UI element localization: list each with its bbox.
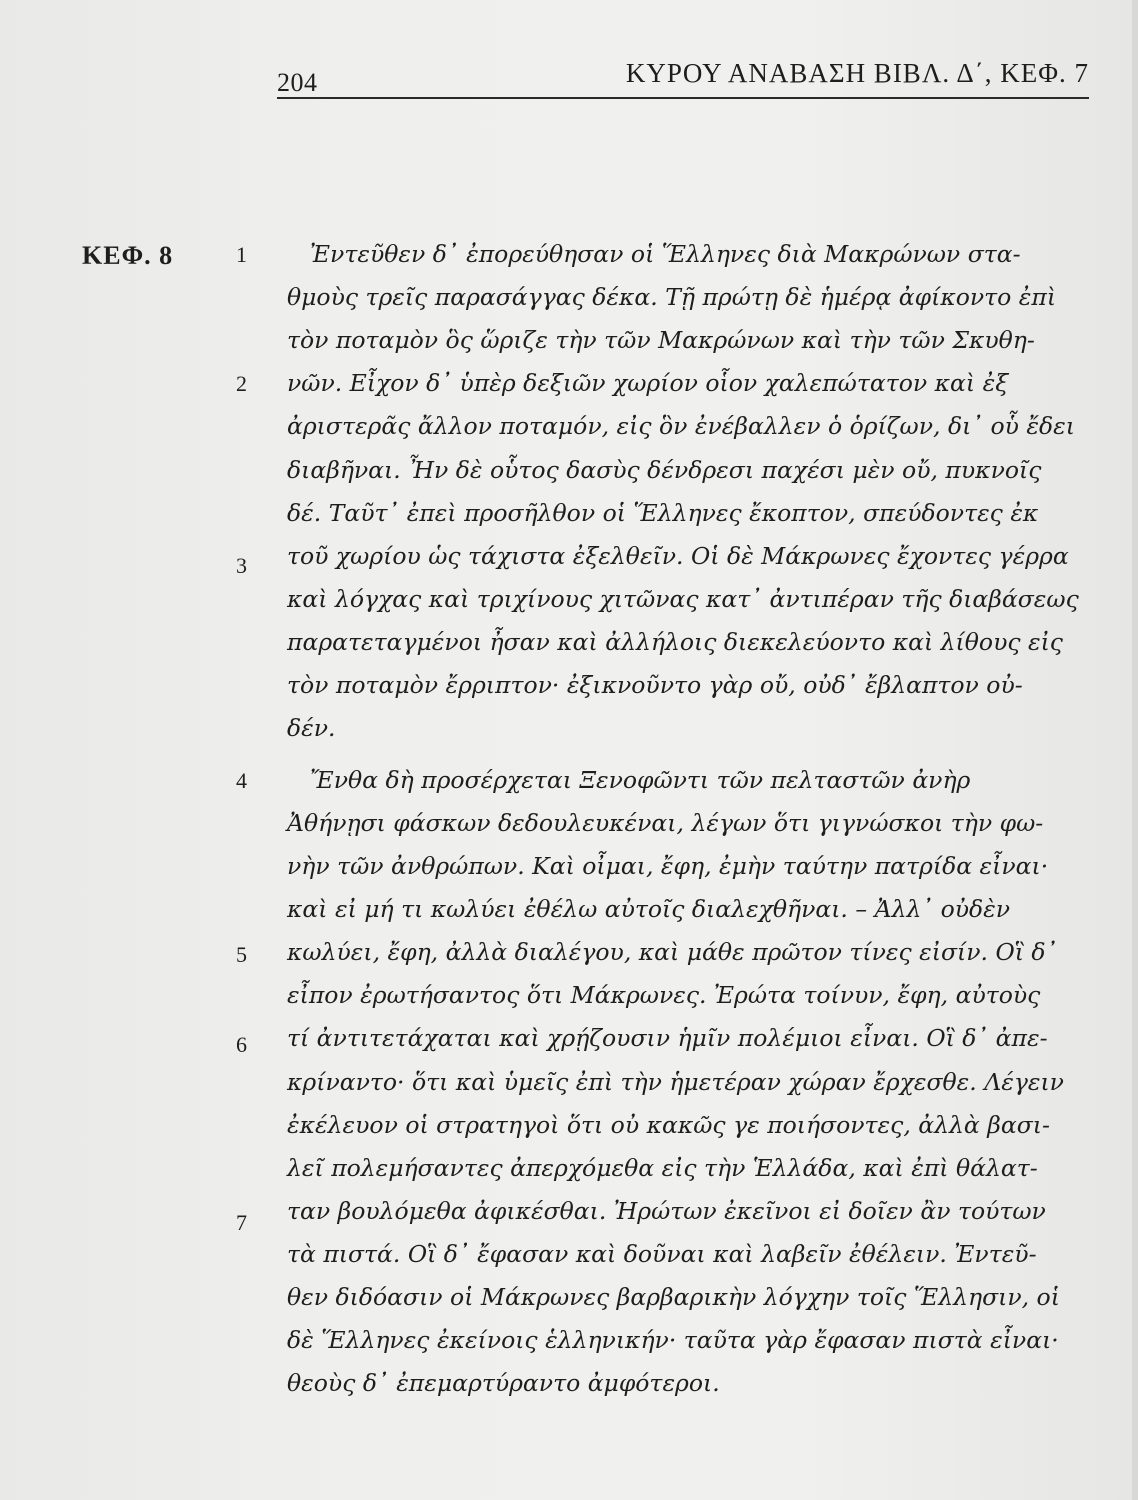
text-line: κρίναντο· ὅτι καὶ ὑμεῖς ἐπὶ τὴν ἡμετέραν χώραν ἔρχεσθε. Λέγειν (287, 1068, 1064, 1096)
text-line: καὶ εἰ μή τι κωλύει ἐθέλω αὐτοῖς διαλεχθῆναι. – Ἀλλ᾽ οὐδὲν (287, 895, 1011, 923)
chapter-label: ΚΕΦ. 8 (82, 241, 174, 270)
text-line: τοῦ χωρίου ὡς τάχιστα ἐξελθεῖν. Οἱ δὲ Μάκρωνες ἔχοντες γέρρα (287, 542, 1069, 570)
text-line: τὸν ποταμὸν ὃς ὥριζε τὴν τῶν Μακρώνων καὶ τὴν τῶν Σκυθη- (287, 326, 1035, 354)
section-number-6: 6 (236, 1032, 247, 1057)
text-line: νῶν. Εἶχον δ᾽ ὑπὲρ δεξιῶν χωρίον οἷον χαλεπώτατον καὶ ἐξ (287, 369, 1009, 397)
text-line: θεοὺς δ᾽ ἐπεμαρτύραντο ἀμφότεροι. (287, 1369, 720, 1397)
section-number-4: 4 (236, 768, 247, 793)
text-line: τὰ πιστά. Οἳ δ᾽ ἔφασαν καὶ δοῦναι καὶ λαβεῖν ἐθέλειν. Ἐντεῦ- (287, 1240, 1037, 1268)
text-line: Ἀθήνῃσι φάσκων δεδουλευκέναι, λέγων ὅτι γιγνώσκοι τὴν φω- (287, 809, 1044, 837)
text-line: νὴν τῶν ἀνθρώπων. Καὶ οἶμαι, ἔφη, ἐμὴν ταύτην πατρίδα εἶναι· (287, 852, 1049, 880)
section-number-2: 2 (236, 371, 247, 396)
text-line: δέ. Ταῦτ᾽ ἐπεὶ προσῆλθον οἱ Ἕλληνες ἔκοπτον, σπεύδοντες ἐκ (287, 499, 1039, 527)
text-line: ταν βουλόμεθα ἀφικέσθαι. Ἠρώτων ἐκεῖνοι εἰ δοῖεν ἂν τούτων (287, 1197, 1046, 1225)
running-head (277, 58, 1089, 98)
section-number-3: 3 (236, 553, 247, 578)
text-line: διαβῆναι. Ἦν δὲ οὗτος δασὺς δένδρεσι παχέσι μὲν οὔ, πυκνοῖς (287, 456, 1042, 484)
text-line: Ἐντεῦθεν δ᾽ ἐπορεύθησαν οἱ Ἕλληνες διὰ Μακρώνων στα- (310, 240, 1021, 268)
text-line: τὸν ποταμὸν ἔρριπτον· ἐξικνοῦντο γὰρ οὔ, οὐδ᾽ ἔβλαπτον οὐ- (287, 671, 1023, 699)
text-line: ἐκέλευον οἱ στρατηγοὶ ὅτι οὐ κακῶς γε ποιήσοντες, ἀλλὰ βασι- (287, 1111, 1050, 1139)
section-number-7: 7 (236, 1210, 247, 1235)
book-title: ΚΥΡΟΥ ΑΝΑΒΑΣΗ ΒΙΒΛ. Δ΄, ΚΕΦ. 7 (625, 58, 1089, 88)
text-line: δὲ Ἕλληνες ἐκείνοις ἑλληνικήν· ταῦτα γὰρ ἔφασαν πιστὰ εἶναι· (287, 1326, 1059, 1354)
page-edge (1132, 0, 1138, 1500)
text-line: τί ἀντιτετάχαται καὶ χρῄζουσιν ἡμῖν πολέμιοι εἶναι. Οἳ δ᾽ ἀπε- (287, 1024, 1048, 1052)
text-line: δέν. (287, 714, 336, 742)
header-rule (277, 97, 1089, 99)
text-line: παρατεταγμένοι ἦσαν καὶ ἀλλήλοις διεκελεύοντο καὶ λίθους εἰς (287, 628, 1063, 656)
text-line: καὶ λόγχας καὶ τριχίνους χιτῶνας κατ᾽ ἀντιπέραν τῆς διαβάσεως (287, 585, 1079, 613)
section-number-5: 5 (236, 942, 247, 967)
text-line: θμοὺς τρεῖς παρασάγγας δέκα. Τῇ πρώτῃ δὲ ἡμέρᾳ ἀφίκοντο ἐπὶ (287, 283, 1057, 311)
text-line: εἶπον ἐρωτήσαντος ὅτι Μάκρωνες. Ἐρώτα τοίνυν, ἔφη, αὐτοὺς (287, 981, 1041, 1009)
page-number: 204 (277, 68, 318, 97)
text-line: Ἔνθα δὴ προσέρχεται Ξενοφῶντι τῶν πελταστῶν ἀνὴρ (310, 766, 971, 794)
text-line: ἀριστερᾶς ἄλλον ποταμόν, εἰς ὃν ἐνέβαλλεν ὁ ὁρίζων, δι᾽ οὗ ἔδει (287, 412, 1076, 440)
text-line: θεν διδόασιν οἱ Μάκρωνες βαρβαρικὴν λόγχην τοῖς Ἕλλησιν, οἱ (287, 1283, 1060, 1311)
section-number-1: 1 (236, 242, 247, 267)
text-line: λεῖ πολεμήσαντες ἀπερχόμεθα εἰς τὴν Ἑλλάδα, καὶ ἐπὶ θάλατ- (287, 1154, 1038, 1182)
text-line: κωλύει, ἔφη, ἀλλὰ διαλέγου, καὶ μάθε πρῶτον τίνες εἰσίν. Οἳ δ᾽ (287, 938, 1058, 966)
